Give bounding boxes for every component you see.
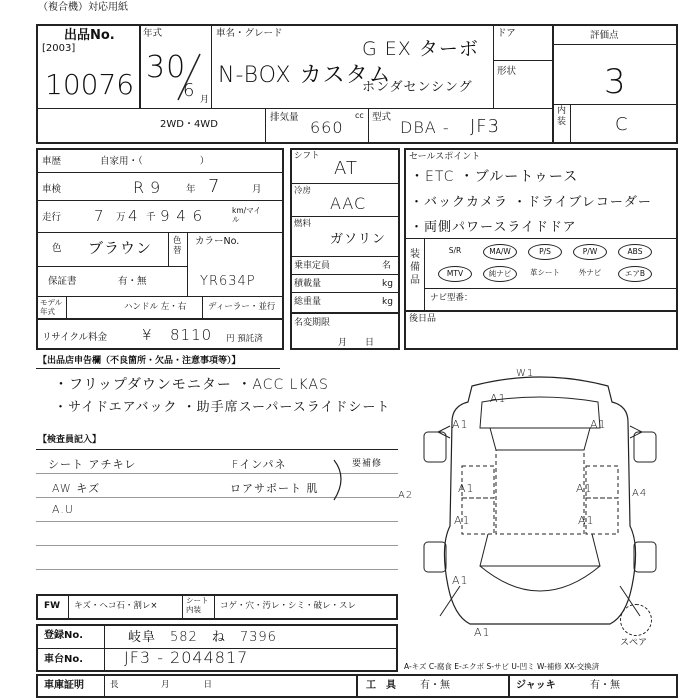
shift-label: シフト [294, 151, 320, 161]
capacity-label: 乗車定員 [294, 261, 331, 271]
interior-label: 内装 [557, 106, 567, 127]
notes-line-2: ・サイドエアバック ・助手席スーパースライドシート [54, 400, 391, 415]
sales-line-2: ・バックカメラ ・ドライブレコーダー [410, 195, 652, 210]
equipment-row1-item-0: S/R [448, 246, 462, 255]
chassis-value: JF3 - 2044817 [124, 648, 249, 667]
chassis-label: 車台No. [44, 654, 84, 665]
tools-label: 工 具 [366, 680, 396, 691]
mark-w1: W1 [516, 368, 535, 379]
mark-a1-left-front: A1 [452, 418, 469, 431]
history-value: 自家用・（ ） [100, 156, 210, 167]
name-change-label: 名変期限 [294, 318, 331, 328]
cert-label: 車庫証明 [44, 680, 84, 691]
sales-line-1: ・ETC ・ブルートゥース [410, 169, 579, 185]
spare-tire-icon [620, 604, 652, 636]
form-title: （複合機）対応用紙 [38, 2, 128, 13]
nav-model-label: ナビ型番： [430, 293, 473, 303]
equipment-row1-item-3: P/W [573, 244, 607, 260]
mark-a4-right: A4 [632, 488, 648, 499]
equipment-label: 装備品 [410, 249, 420, 286]
color-change-label: 色替 [173, 236, 182, 256]
displacement-unit: cc [355, 111, 364, 120]
mileage-unit: km/マイル [232, 206, 262, 224]
displacement-value: 660 [310, 118, 344, 137]
car-name: N-BOX カスタム [218, 63, 392, 88]
score-label: 評価点 [590, 30, 619, 41]
inspector-label: 【検査員記入】 [38, 435, 102, 445]
name-label: 車名・グレード [216, 28, 283, 39]
equipment-row1-item-4: ABS [618, 244, 652, 260]
load-label: 積載量 [294, 279, 322, 289]
interior-value: C [615, 114, 629, 135]
inspector-right-1: Fインパネ [232, 458, 287, 471]
mark-a1-right-door: A1 [576, 482, 593, 495]
month-unit: 月 [200, 95, 210, 105]
sales-line-3: ・両側パワースライドドア [410, 220, 577, 235]
color-label: 色 [52, 243, 62, 254]
history-label: 車歴 [42, 156, 62, 167]
sales-label: セールスポイント [409, 152, 481, 162]
year-value: 30 [146, 50, 187, 85]
inspection-era: R [133, 178, 146, 197]
mark-a1-right-rear: A1 [578, 514, 595, 527]
year-slash [160, 50, 210, 105]
recycle-unit: 円 預託済 [226, 334, 263, 344]
inspector-left-3: A.U [52, 503, 74, 516]
mark-a1-left-door: A1 [458, 482, 475, 495]
score-value: 3 [604, 62, 627, 102]
equipment-row2-item-4: エアB [618, 266, 652, 282]
notes-label: 【出品店申告欄（不良箇所・欠品・注意事項等）】 [38, 356, 241, 366]
fuel-label: 燃料 [294, 219, 312, 229]
ac-value: AAC [330, 194, 367, 213]
equipment-row1-item-1: MA/W [483, 244, 517, 260]
warranty-label: 保証書 [48, 276, 77, 287]
inspection-label: 車検 [42, 184, 62, 195]
mark-a1-right-front: A1 [590, 418, 607, 431]
car-grade-sub: ホンダセンシング [362, 80, 473, 95]
car-grade: G EX ターボ [362, 38, 479, 60]
equipment-row2-item-3: 外ナビ [578, 268, 602, 277]
retrofit-label: 後日品 [409, 314, 437, 324]
inspector-brace [330, 458, 354, 502]
fw-items: キズ・ヘコ石・割レ× [74, 601, 158, 611]
mileage-sen: 4 [128, 207, 139, 225]
inspection-year-unit: 年 [186, 184, 196, 195]
name-change-unit: 月 日 [338, 338, 375, 348]
ac-label: 冷房 [294, 186, 312, 196]
equipment-row2-item-2: 革シート [530, 268, 560, 277]
color-no-label: カラーNo. [195, 236, 240, 247]
mileage-man: 7 [94, 207, 105, 225]
damage-legend: A-キズ C-腐食 E-エクボ S-サビ U-凹ミ W-補修 XX-交換済 [404, 662, 600, 671]
shape-label: 形状 [497, 66, 517, 77]
weight-label: 総重量 [294, 297, 322, 307]
reg-label: 登録No. [44, 630, 84, 641]
recycle-value: 8110 [170, 326, 213, 344]
mileage-man-unit: 万 [116, 212, 126, 223]
color-value: ブラウン [88, 239, 153, 257]
jack-label: ジャッキ [516, 680, 556, 691]
mark-a1-rear-quarter: A1 [452, 574, 469, 587]
inspector-right-aside: 要補修 [352, 459, 383, 469]
month-value: 6 [183, 80, 196, 101]
inspection-month-unit: 月 [252, 184, 262, 195]
mileage-label: 走行 [42, 212, 62, 223]
lot-label: 出品No. [64, 28, 115, 43]
mileage-rest: 9 4 6 [160, 207, 204, 225]
displacement-label: 排気量 [270, 112, 299, 123]
inspector-left-2: AW キズ [52, 482, 101, 495]
door-label: ドア [497, 28, 516, 39]
color-no-value: YR634P [200, 274, 256, 289]
model-year-label: モデル年式 [40, 298, 63, 316]
lot-number: 10076 [45, 68, 135, 101]
model-code: JF3 [470, 116, 501, 137]
warranty-value: 有・無 [118, 276, 147, 287]
inspection-month: 7 [208, 176, 221, 197]
model-prefix: DBA - [400, 118, 450, 137]
equipment-row2-item-1: 純ナビ [483, 266, 517, 282]
recycle-label: リサイクル料金 [42, 332, 108, 343]
dealer-label: ディーラー・並行 [208, 302, 276, 312]
capacity-unit: 名 [382, 261, 392, 271]
equipment-row2-item-0: MTV [438, 266, 472, 282]
mark-a2-left: A2 [398, 490, 414, 501]
shift-value: AT [334, 158, 358, 179]
recycle-yen: ¥ [142, 326, 153, 344]
jack-value: 有・無 [590, 680, 620, 691]
mark-a1-front: A1 [490, 392, 507, 405]
spare-label: スペア [620, 638, 648, 648]
model-label: 型式 [372, 112, 392, 123]
mileage-sen-unit: 千 [146, 212, 156, 223]
year-label: 年式 [143, 28, 163, 39]
seat-items: コゲ・穴・汚レ・シミ・破レ・スレ [220, 601, 357, 611]
car-diagram [400, 366, 680, 641]
lot-stamp: [2003] [42, 43, 76, 54]
inspection-year: 9 [150, 178, 162, 197]
fw-label: FW [44, 601, 61, 611]
handle-label: ハンドル 左・右 [124, 302, 187, 312]
load-unit: kg [382, 279, 393, 289]
inspector-right-2: ロアサポート 肌 [230, 482, 319, 495]
reg-value: 岐阜 582 ね 7396 [128, 630, 277, 645]
seat-label: シート内装 [186, 596, 209, 614]
weight-unit: kg [382, 297, 393, 307]
drive-label: 2WD・4WD [160, 119, 218, 130]
fuel-value: ガソリン [330, 232, 387, 247]
inspector-left-1: シート アチキレ [48, 458, 137, 471]
notes-line-1: ・フリップダウンモニター ・ACC LKAS [54, 377, 329, 393]
cert-fields: 長 月 日 [110, 680, 213, 690]
equipment-row1-item-2: P/S [528, 244, 562, 260]
tools-value: 有・無 [420, 680, 450, 691]
mark-a1-left-rear: A1 [454, 514, 471, 527]
mark-a1-bumper: A1 [474, 626, 491, 639]
